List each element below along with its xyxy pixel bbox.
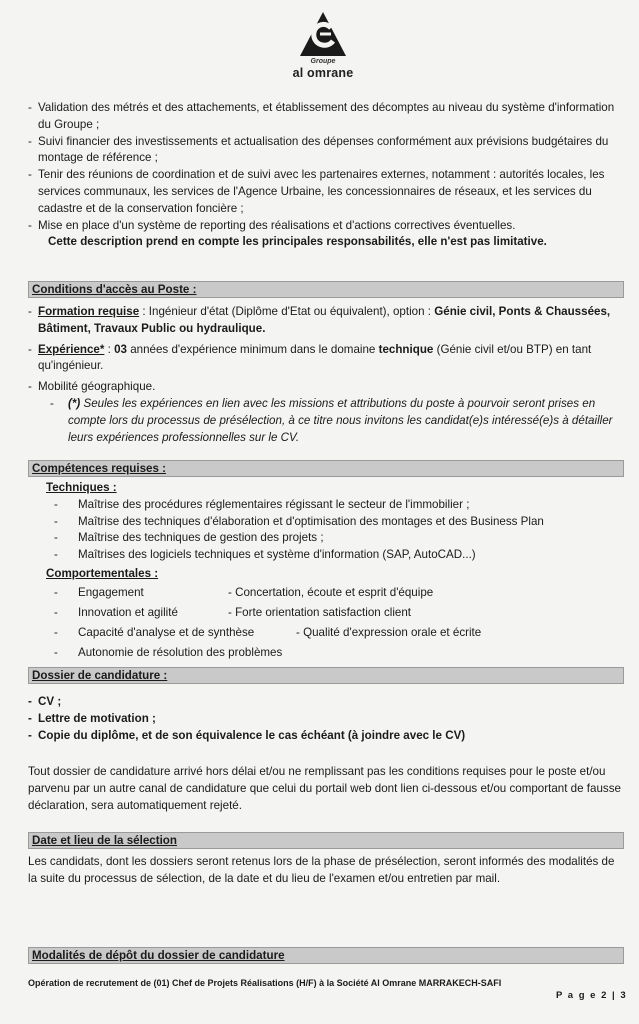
section-title: Date et lieu de la sélection xyxy=(32,834,177,847)
section-competences-header xyxy=(28,460,624,477)
logo-mark-icon xyxy=(298,10,348,58)
techniques-list xyxy=(28,497,624,564)
experience-sep: : xyxy=(104,342,115,356)
experience-note xyxy=(28,396,624,446)
note-text: Seules les expériences en lien avec les missions et attributions du poste à pourvoir seront prises en compte lors du processus de présélection, à ce titre nous invitons les candidat(e)s intéressé(e)s à détailler leurs expériences professionnelles sur le CV. xyxy=(68,396,613,444)
section-title: Modalités de dépôt du dossier de candidature xyxy=(32,949,285,962)
list-item: - CV ; xyxy=(28,694,624,711)
skill-right: - Forte orientation satisfaction client xyxy=(228,605,412,619)
list-item: - Copie du diplôme, et de son équivalence le cas échéant (à joindre avec le CV) xyxy=(28,728,624,745)
intro-note: Cette description prend en compte les principales responsabilités, elle n'est pas limitative. xyxy=(48,235,547,249)
section-title: Compétences requises : xyxy=(32,462,167,475)
skill-right: - Concertation, écoute et esprit d'équipe xyxy=(228,585,434,599)
list-item: - Lettre de motivation ; xyxy=(28,711,624,728)
logo-brand-text: al omrane xyxy=(292,66,354,80)
list-item: - Maîtrise des techniques d'élaboration et d'optimisation des montages et des Business Plan xyxy=(78,514,624,531)
section-title: Dossier de candidature : xyxy=(32,669,168,682)
section-conditions-header xyxy=(28,281,624,298)
experience-tail: (Génie civil et/ou BTP) en tant qu'ingénieur. xyxy=(38,342,592,373)
formation-item xyxy=(28,304,624,338)
footer-operation-text: Opération de recrutement de (01) Chef de Projets Réalisations (H/F) à la Société Al Omrane MARRAKECH-SAFI xyxy=(28,978,502,988)
section-modalites-header xyxy=(28,947,624,964)
skill-left: - Innovation et agilité xyxy=(78,605,178,619)
experience-years: 03 xyxy=(114,342,127,356)
list-item: - Maîtrise des procédures réglementaires régissant le secteur de l'immobilier ; xyxy=(78,497,624,514)
comportementales-list xyxy=(28,583,624,663)
techniques-heading: Techniques : xyxy=(46,481,117,494)
experience-domain: technique xyxy=(378,342,434,356)
logo-groupe-text: Groupe xyxy=(310,58,336,65)
formation-text: : Ingénieur d'état (Diplôme d'Etat ou équivalent), option : xyxy=(139,305,435,318)
formation-label: Formation requise xyxy=(38,305,140,318)
list-item: - Suivi financier des investissements et actualisation des dépenses conformément aux prévisions budgétaires du montage de référence ; xyxy=(28,134,624,168)
selection-paragraph: Les candidats, dont les dossiers seront retenus lors de la phase de présélection, seront informés des modalités de la suite du processus de sélection, de la date et du lieu de l'examen et/ou entretien par mail. xyxy=(28,855,615,885)
dossier-paragraph: Tout dossier de candidature arrivé hors délai et/ou ne remplissant pas les conditions requises pour le poste et/ou parvenu par un autre canal de candidature que celui du portail web dont lien ci-dessous et/ou comportant de fausse déclaration, sera automatiquement rejeté. xyxy=(28,765,621,812)
list-item xyxy=(78,603,624,623)
mobilite-item: - Mobilité géographique. xyxy=(28,379,624,396)
page-number: P a g e 2 | 3 xyxy=(556,990,628,1001)
formation-options: Génie civil, Ponts & Chaussées, Bâtiment, Travaux Public ou hydraulique. xyxy=(38,305,611,335)
intro-list xyxy=(28,100,624,251)
list-item xyxy=(78,643,624,663)
list-item: - Maîtrises des logiciels techniques et système d'information (SAP, AutoCAD...) xyxy=(78,547,624,564)
comportementales-heading: Comportementales : xyxy=(46,566,159,580)
experience-text: années d'expérience minimum dans le domaine xyxy=(126,342,379,356)
list-item xyxy=(78,623,624,643)
section-selection-header xyxy=(28,832,624,849)
list-item: - Mise en place d'un système de reporting des réalisations et d'actions correctives éventuelles. xyxy=(28,218,624,235)
section-dossier-header xyxy=(28,667,624,684)
list-item: - Validation des métrés et des attachements, et établissement des décomptes au niveau du système d'information du Groupe ; xyxy=(28,100,624,134)
list-item: - Maîtrise des techniques de gestion des projets ; xyxy=(78,530,624,547)
skill-left: - Engagement xyxy=(78,585,144,599)
list-item xyxy=(78,583,624,603)
skill-left: - Autonomie de résolution des problèmes xyxy=(78,645,283,659)
list-item: - Tenir des réunions de coordination et de suivi avec les partenaires externes, notamment : autorités locales, les services communaux, les services de l'Agence Urbaine, les concessionnaires de réseaux, et les services du cadastre et de la conservation foncière ; xyxy=(28,167,624,217)
skill-right: - Qualité d'expression orale et écrite xyxy=(296,625,482,639)
competences-block xyxy=(28,480,624,663)
note-marker: (*) xyxy=(68,396,81,410)
section-title: Conditions d'accès au Poste : xyxy=(32,283,197,296)
experience-label: Expérience* xyxy=(38,342,105,356)
skill-left: - Capacité d'analyse et de synthèse xyxy=(78,625,255,639)
dossier-list xyxy=(28,694,624,744)
experience-item xyxy=(28,342,624,376)
al-omrane-logo xyxy=(288,10,358,78)
conditions-list xyxy=(28,304,624,446)
